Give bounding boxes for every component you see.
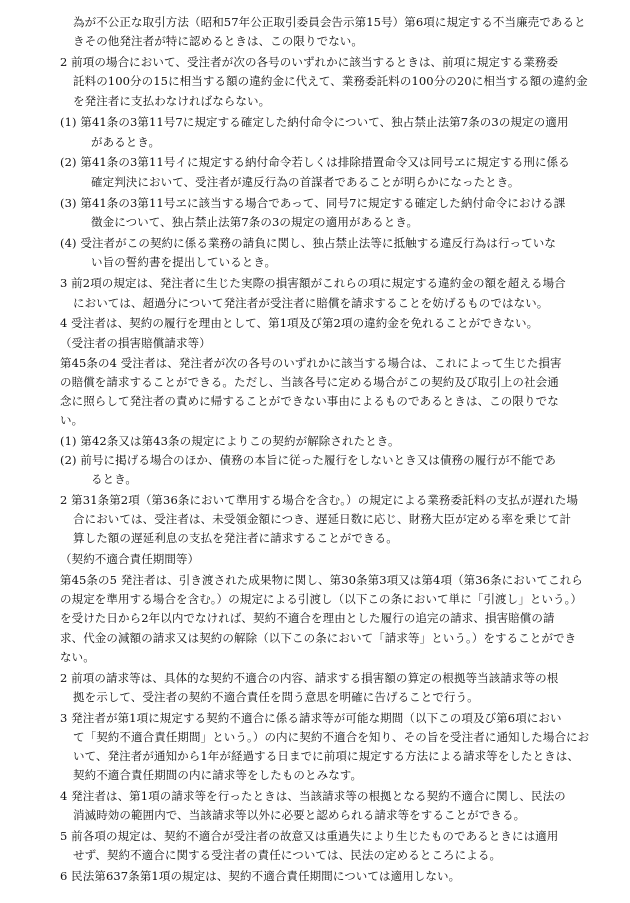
text-line: (2) 前号に掲げる場合のほか、債務の本旨に従った履行をしないとき又は債務の履行が不能であ <box>60 453 556 467</box>
text-line: があるとき。 <box>91 135 161 149</box>
text-line: を発注者に支払わなければならない。 <box>73 94 271 108</box>
text-line: 第45条の4 受注者は、発注者が次の各号のいずれかに該当する場合は、これによって生じた損害 <box>60 356 562 370</box>
text-line: ない。 <box>60 650 95 664</box>
text-line: いて、発注者が通知から1年が経過する日までに前項に規定する方法による請求等をしたときは、 <box>73 749 579 763</box>
text-line: るとき。 <box>91 472 137 486</box>
text-line: においては、超過分について発注者が受注者に賠償を請求することを妨げるものではない。 <box>73 296 549 310</box>
text-line: 4 受注者は、契約の履行を理由として、第1項及び第2項の違約金を免れることができない。 <box>60 316 539 330</box>
text-line: きその他発注者が特に認めるときは、この限りでない。 <box>73 34 363 48</box>
text-line: 4 発注者は、第1項の請求等を行ったときは、当該請求等の根拠となる契約不適合に関し、民法の <box>60 789 566 803</box>
text-line: い。 <box>60 413 84 427</box>
text-line: (1) 第41条の3第11号7に規定する確定した納付命令について、独占禁止法第7条の3の規定の適用 <box>60 115 569 129</box>
text-line: (1) 第42条又は第43条の規定によりこの契約が解除されたとき。 <box>60 434 400 448</box>
text-line: 2 前項の請求等は、具体的な契約不適合の内容、請求する損害額の算定の根拠等当該請求等の根 <box>60 671 559 685</box>
text-line: の規定を準用する場合を含む。）の規定による引渡し（以下この条において単に「引渡し」という。） <box>60 592 583 606</box>
text-line: て「契約不適合責任期間」という。）の内に契約不適合を知り、その旨を受注者に通知した場合にお <box>73 730 590 744</box>
text-line: い旨の誓約書を提出しているとき。 <box>91 255 277 269</box>
text-line: 6 民法第637条第1項の規定は、契約不適合責任期間については適用しない。 <box>60 869 461 883</box>
text-line: の賠償を請求することができる。ただし、当該各号に定める場合がこの契約及び取引上の社会通 <box>60 375 559 389</box>
text-line: 第45条の5 発注者は、引き渡された成果物に関し、第30条第3項又は第4項（第36条においてこれら <box>60 573 583 587</box>
text-line: 3 発注者が第1項に規定する契約不適合に係る請求等が可能な期間（以下この項及び第6項におい <box>60 711 562 725</box>
text-line: (3) 第41条の3第11号ヱに該当する場合であって、同号7に規定する確定した納付命令における課 <box>60 196 566 210</box>
text-line: 5 前各項の規定は、契約不適合が受注者の故意又は重過失により生じたものであるときには適用 <box>60 829 559 843</box>
text-line: 念に照らして発注者の責めに帰することができない事由によるものであるときは、この限りでな <box>60 394 559 408</box>
text-line: （契約不適合責任期間等） <box>60 552 200 566</box>
text-line: (4) 受注者がこの契約に係る業務の請負に関し、独占禁止法等に抵触する違反行為は行っていな <box>60 236 556 250</box>
text-line: 消滅時効の範囲内で、当該請求等以外に必要と認められる請求等をすることができる。 <box>73 808 526 822</box>
text-line: 合においては、受注者は、未受領金額につき、遅延日数に応じ、財務大臣が定める率を乗じて計 <box>73 512 572 526</box>
text-line: 2 前項の場合において、受注者が次の各号のいずれかに該当するときは、前項に規定する業務委 <box>60 55 559 69</box>
text-line: を受けた日から2年以内でなければ、契約不適合を理由とした履行の追完の請求、損害賠償の請 <box>60 611 555 625</box>
text-line: 為が不公正な取引方法（昭和57年公正取引委員会告示第15号）第6項に規定する不当廉売であると <box>73 15 586 29</box>
text-line: 確定判決において、受注者が違反行為の首謀者であることが明らかになったとき。 <box>91 175 520 189</box>
text-line: 拠を示して、受注者の契約不適合責任を問う意思を明確に告げることで行う。 <box>73 690 479 704</box>
text-line: 徴金について、独占禁止法第7条の3の規定の適用があるとき。 <box>91 215 419 229</box>
text-line: 算した額の遅延利息の支払を発注者に請求することができる。 <box>73 531 398 545</box>
text-line: 契約不適合責任期間の内に請求等をしたものとみなす。 <box>73 768 363 782</box>
text-line: 3 前2項の規定は、発注者に生じた実際の損害額がこれらの項に規定する違約金の額を超える場合 <box>60 276 566 290</box>
text-line: 2 第31条第2項（第36条において準用する場合を含む。）の規定による業務委託料の支払が遅れた場 <box>60 493 579 507</box>
text-line: （受注者の損害賠償請求等） <box>60 336 211 350</box>
text-line: 求、代金の減額の請求又は契約の解除（以下この条において「請求等」という。）をすることができ <box>60 631 577 645</box>
text-line: せず、契約不適合に関する受注者の責任については、民法の定めるところによる。 <box>73 848 502 862</box>
text-line: (2) 第41条の3第11号イに規定する納付命令若しくは排除措置命令又は同号ヱに規定する刑に係る <box>60 155 570 169</box>
text-line: 託料の100分の15に相当する額の違約金に代えて、業務委託料の100分の20に相当する額の違約金 <box>73 74 588 88</box>
